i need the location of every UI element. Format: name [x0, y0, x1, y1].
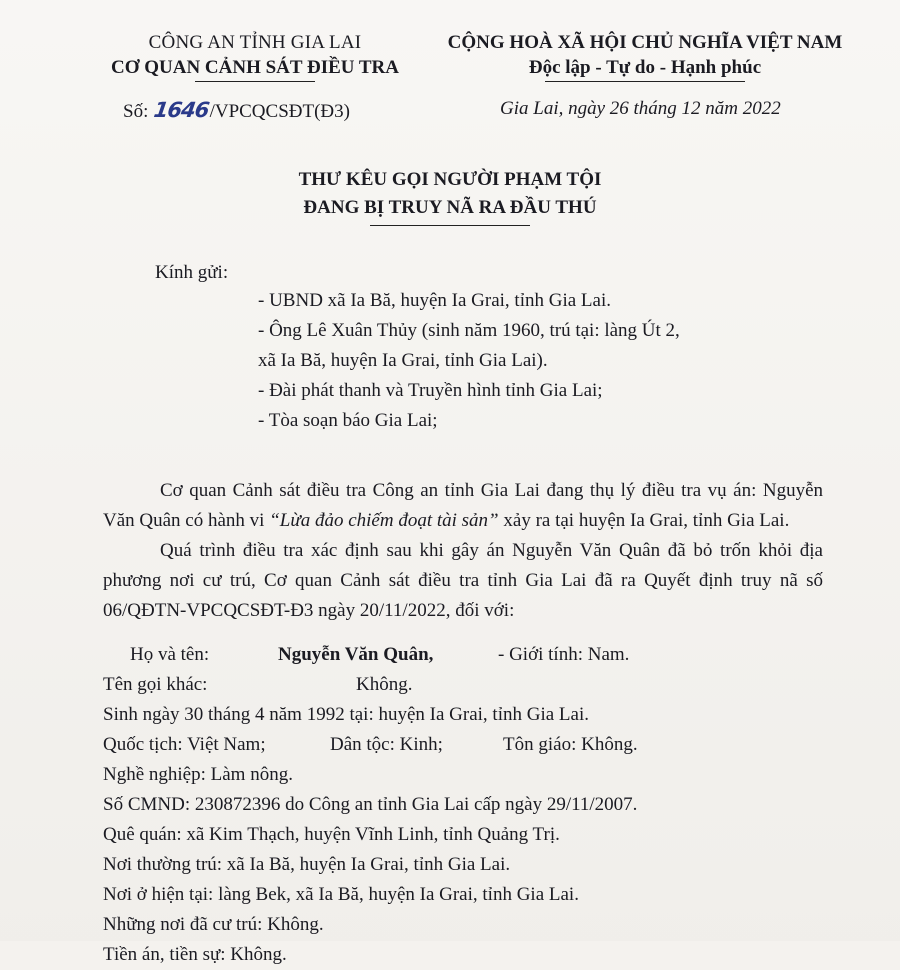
case-text-end: xảy ra tại huyện Ia Grai, tỉnh Gia Lai.	[498, 510, 790, 531]
alias-label: Tên gọi khác:	[103, 674, 208, 695]
recipient-item: - UBND xã Ia Bă, huyện Ia Grai, tỉnh Gia Lai.	[258, 290, 611, 311]
agency-header	[100, 30, 410, 82]
handwritten-number: 1646	[152, 98, 211, 122]
hometown-value: Quê quán: xã Kim Thạch, huyện Vĩnh Linh, tỉnh Quảng Trị.	[103, 824, 560, 845]
permanent-address: Nơi thường trú: xã Ia Bă, huyện Ia Grai, tỉnh Gia Lai.	[103, 854, 511, 875]
info-row-birth	[103, 700, 823, 730]
document-title	[0, 166, 900, 226]
title-line-1: THƯ KÊU GỌI NGƯỜI PHẠM TỘI	[298, 169, 602, 190]
name-value: Nguyễn Văn Quân,	[278, 644, 434, 665]
title-line-2: ĐANG BỊ TRUY NÃ RA ĐẦU THÚ	[303, 197, 597, 218]
info-row-alias	[103, 670, 823, 700]
charge-quote: “Lừa đảo chiếm đoạt tài sản”	[269, 510, 499, 531]
info-row-name	[103, 640, 823, 670]
paragraph-case	[103, 476, 823, 536]
current-address: Nơi ở hiện tại: làng Bek, xã Ia Bă, huyện Ia Grai, tỉnh Gia Lai.	[103, 884, 579, 905]
agency-underline	[195, 81, 315, 82]
letter-body	[103, 476, 823, 626]
recipient-item: - Tòa soạn báo Gia Lai;	[258, 410, 438, 431]
info-row-id-card	[103, 790, 823, 820]
gender-value: - Giới tính: Nam.	[498, 644, 630, 665]
alias-value: Không.	[356, 674, 413, 695]
info-row-nationality	[103, 730, 823, 760]
document-date: Gia Lai, ngày 26 tháng 12 năm 2022	[500, 98, 781, 119]
info-row-previous	[103, 910, 823, 940]
ethnicity-value: Dân tộc: Kinh;	[330, 734, 443, 755]
doc-number-suffix: /VPCQCSĐT(Đ3)	[209, 101, 350, 122]
previous-residence: Những nơi đã cư trú: Không.	[103, 914, 324, 935]
recipient-item-continuation: xã Ia Bă, huyện Ia Grai, tỉnh Gia Lai).	[258, 350, 548, 371]
recipient-item: - Đài phát thanh và Truyền hình tỉnh Gia Lai;	[258, 380, 603, 401]
paragraph-investigation: Quá trình điều tra xác định sau khi gây án Nguyễn Văn Quân đã bỏ trốn khỏi địa phương nơi cư trú, Cơ quan Cảnh sát điều tra tỉnh Gia Lai đã ra Quyết định truy nã số 06/QĐTN-VPCQCSĐT-Đ3 ngày 20/11/2022, đối với:	[103, 540, 823, 621]
recipient-list	[258, 286, 680, 436]
national-header	[420, 30, 870, 82]
name-label: Họ và tên:	[130, 644, 210, 665]
title-underline	[370, 225, 530, 226]
case-text: Cơ quan Cảnh sát điều tra Công an tỉnh Gia Lai đang thụ lý điều tra vụ án: Nguyễn Văn Quân có hành vi	[103, 480, 823, 531]
info-row-occupation	[103, 760, 823, 790]
national-motto: Độc lập - Tự do - Hạnh phúc	[528, 57, 762, 78]
info-row-permanent	[103, 850, 823, 880]
recipient-item: - Ông Lê Xuân Thủy (sinh năm 1960, trú tại: làng Út 2,	[258, 320, 680, 341]
info-row-hometown	[103, 820, 823, 850]
country-name: CỘNG HOÀ XÃ HỘI CHỦ NGHĨA VIỆT NAM	[447, 32, 843, 53]
religion-value: Tôn giáo: Không.	[503, 734, 638, 755]
doc-number-prefix: Số:	[123, 101, 149, 122]
suspect-info	[103, 640, 823, 970]
motto-underline	[545, 81, 745, 82]
id-card-value: Số CMND: 230872396 do Công an tỉnh Gia Lai cấp ngày 29/11/2007.	[103, 794, 638, 815]
nationality-value: Quốc tịch: Việt Nam;	[103, 734, 266, 755]
info-row-record	[103, 940, 823, 970]
document-number	[123, 98, 350, 123]
occupation-value: Nghề nghiệp: Làm nông.	[103, 764, 293, 785]
criminal-record: Tiền án, tiền sự: Không.	[103, 944, 287, 965]
department-name: CƠ QUAN CẢNH SÁT ĐIỀU TRA	[110, 57, 400, 78]
agency-name: CÔNG AN TỈNH GIA LAI	[148, 32, 362, 53]
birth-value: Sinh ngày 30 tháng 4 năm 1992 tại: huyện Ia Grai, tỉnh Gia Lai.	[103, 704, 589, 725]
salutation: Kính gửi:	[155, 262, 229, 283]
info-row-current	[103, 880, 823, 910]
